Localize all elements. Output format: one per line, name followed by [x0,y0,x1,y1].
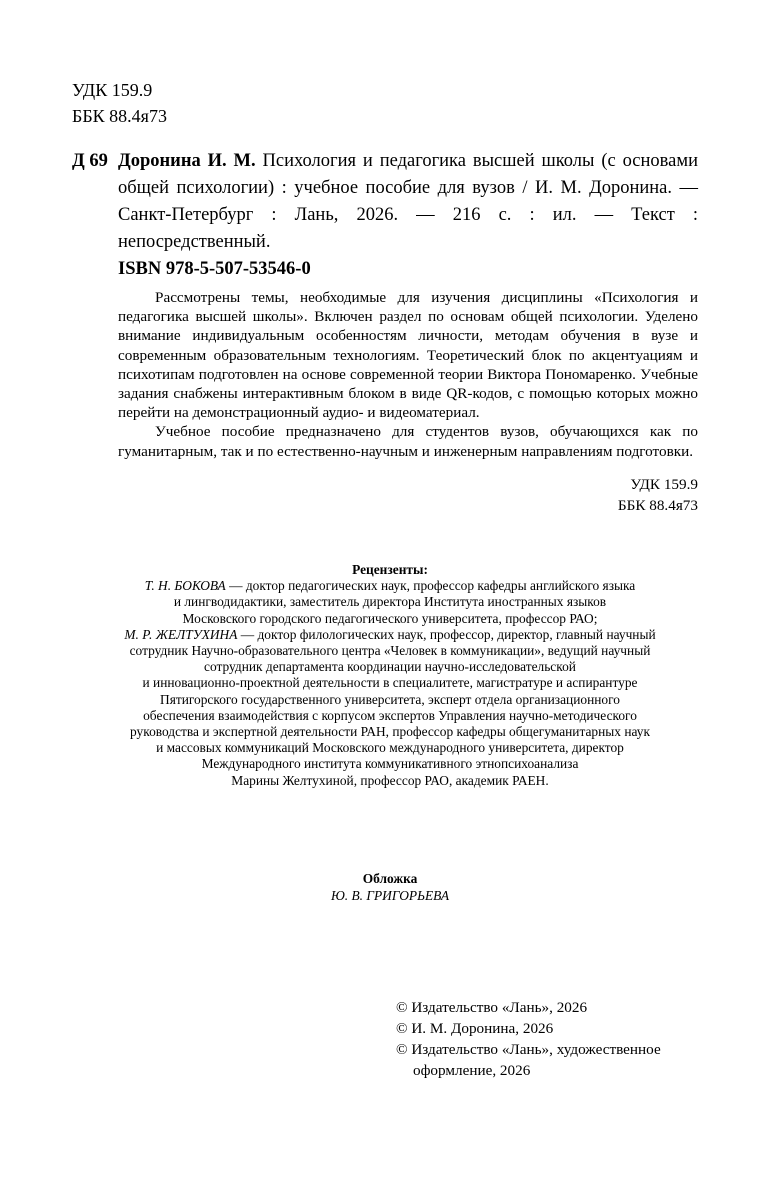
reviewer-line: руководства и экспертной деятельности РАН, профессор кафедры общегуманитарных наук [130,724,650,740]
abstract [118,288,698,516]
cover-heading: Обложка [362,871,418,886]
reviewer-name: Т. Н. БОКОВА [144,578,226,594]
author-name: Доронина И. М. [118,151,256,171]
udk-code: УДК 159.9 [72,80,153,100]
reviewer-line: Пятигорского государственного университета, эксперт отдела организационного [160,691,620,707]
bbk-code: ББК 88.4я73 [617,496,698,514]
bbk-code: ББК 88.4я73 [72,106,167,126]
copyright-item: © Издательство «Лань», художественное оформление, 2026 [396,1041,661,1079]
bibliographic-description [118,148,698,256]
bibliographic-entry [72,148,698,256]
reviewer-line: Московского городского педагогического университета, профессор РАО; [182,610,598,626]
abstract-codes [118,474,698,516]
copyright-item: © Издательство «Лань», 2026 [396,999,588,1016]
isbn: ISBN 978-5-507-53546-0 [118,259,311,279]
cover-credit [90,870,690,904]
copyright-item: © И. М. Доронина, 2026 [396,1020,554,1037]
description-text: Психология и педагогика высшей школы (с основами общей психологии) : учебное пособие для вузов / И. М. Доронина. — Санкт-Петербург : Лань, 2026. — 216 с. : ил. — Текст : непосредственный. [118,151,698,252]
reviewer-line: сотрудник департамента координации научно-исследовательской [204,659,576,675]
reviewer-line: Марины Желтухиной, профессор РАО, академик РАЕН. [231,772,549,788]
reviewers-heading: Рецензенты: [352,562,428,577]
abstract-paragraph: Учебное пособие предназначено для студентов вузов, обучающихся как по гуманитарным, так и по естественно-научным и инженерным направлениям подготовки. [118,423,698,460]
classification-codes [72,77,167,129]
copyright-notices [396,997,706,1081]
reviewer-line: Международного института коммуникативного этнопсихоанализа [201,756,579,772]
cover-designer: Ю. В. ГРИГОРЬЕВА [330,888,450,903]
abstract-paragraph: Рассмотрены темы, необходимые для изучения дисциплины «Психология и педагогика высшей школы». Включен раздел по основам общей психологии. Уделено внимание индивидуальным особенностям личности, методам обучения в вузе и современным образовательным технологиям. Теоретический блок по акцентуациям и психотипам подготовлен на основе современной теории Виктора Пономаренко. Учебные задания снабжены интерактивным блоком в виде QR-кодов, с помощью которых можно перейти на демонстрационный аудио- и видеоматериал. [118,289,698,422]
reviewer-line: и лингводидактики, заместитель директора Института иностранных языков [173,594,607,610]
reviewer-line: обеспечения взаимодействия с корпусом экспертов Управления научно-методического [143,707,637,723]
udk-code: УДК 159.9 [630,475,698,493]
reviewer-line: сотрудник Научно-образовательного центра «Человек в коммуникации», ведущий научный [129,643,651,659]
reviewer-name: М. Р. ЖЕЛТУХИНА [124,626,238,642]
reviewers [90,562,690,789]
reviewer-line: и инновационно-проектной деятельности в специалитете, магистратуре и аспирантуре [142,675,638,691]
reviewer-line: М. Р. ЖЕЛТУХИНА — доктор филологических наук, профессор, директор, главный научный [124,626,656,642]
author-mark: Д 69 [72,151,108,171]
reviewer-line: и массовых коммуникаций Московского международного университета, директор [156,740,624,756]
reviewer-line: Т. Н. БОКОВА — доктор педагогических наук, профессор кафедры английского языка [144,578,636,594]
